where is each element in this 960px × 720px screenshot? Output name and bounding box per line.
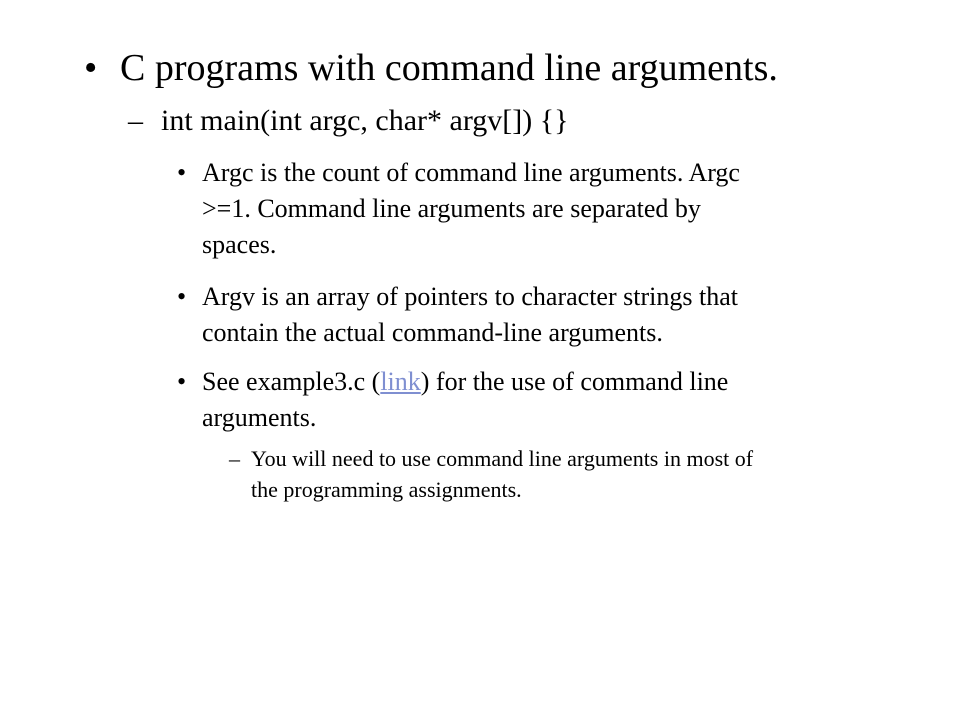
main-bullet-text: C programs with command line arguments. xyxy=(120,47,778,89)
main-bullet xyxy=(84,44,778,92)
dash-marker: – xyxy=(229,446,240,471)
example-line-1 xyxy=(177,364,728,400)
bullet-marker: • xyxy=(177,282,187,311)
note-line-1: You will need to use command line arguments in most of xyxy=(251,446,754,471)
bullet-marker: • xyxy=(84,47,98,89)
note-line-2: the programming assignments. xyxy=(251,477,522,502)
argc-bullet xyxy=(177,155,740,263)
assignment-note-subbullet xyxy=(229,443,753,505)
argv-line-1: Argv is an array of pointers to character strings that xyxy=(202,282,738,311)
example-text-before-link: See example3.c ( xyxy=(202,367,381,396)
bullet-marker: • xyxy=(177,367,187,396)
example-bullet xyxy=(177,364,728,436)
signature-subbullet xyxy=(128,101,569,141)
signature-text: int main(int argc, char* argv[]) {} xyxy=(161,104,569,137)
argv-line-2: contain the actual command-line arguments. xyxy=(202,318,663,347)
bullet-marker: • xyxy=(177,158,187,187)
example-link[interactable]: link xyxy=(380,367,421,396)
example-line-2: arguments. xyxy=(202,403,317,432)
example-text-after-link: ) for the use of command line xyxy=(420,367,729,396)
dash-marker: – xyxy=(128,104,143,137)
argc-line-1: Argc is the count of command line arguments. Argc xyxy=(202,158,740,187)
argc-line-2: >=1. Command line arguments are separated by xyxy=(202,194,701,223)
argc-line-3: spaces. xyxy=(202,230,277,259)
argv-bullet xyxy=(177,279,738,351)
